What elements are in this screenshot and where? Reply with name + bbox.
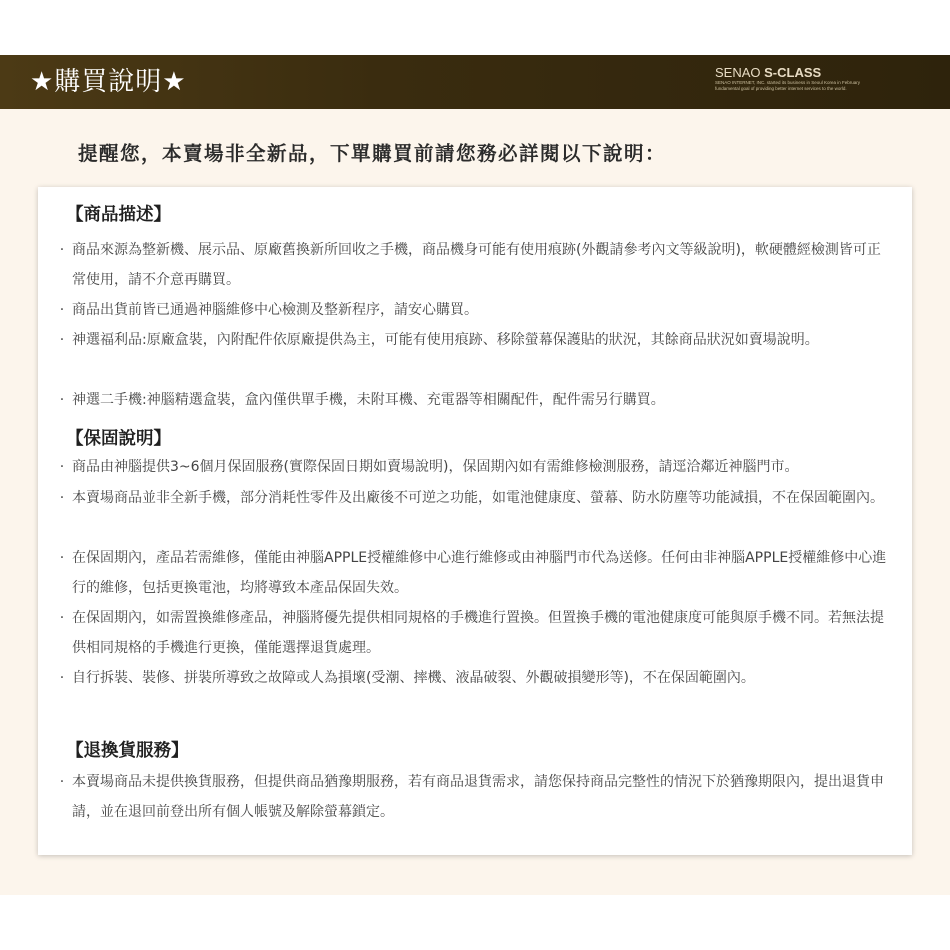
brand-bold: S-CLASS [764, 65, 822, 80]
bullet-mark: · [59, 610, 65, 626]
list-item: · 在保固期內，如需置換維修產品，神腦將優先提供相同規格的手機進行置換。但置換手機的電池健康度可能與原手機不同。若無法提供相同規格的手機進行更換，僅能選擇退貨處理。 [56, 603, 892, 663]
bullet-mark: · [59, 242, 65, 258]
info-card [38, 187, 912, 855]
bullet-mark: · [59, 459, 65, 475]
bullet-mark: · [59, 332, 65, 348]
list-item: · 商品由神腦提供3~6個月保固服務(實際保固日期如賣場說明)，保固期內如有需維修檢測服務，請逕洽鄰近神腦門市。 [56, 452, 892, 482]
brand-tagline [715, 80, 940, 91]
section-title-returns: 【退換貨服務】 [66, 741, 189, 761]
content-area [0, 109, 950, 895]
list-item: · 本賣場商品未提供換貨服務，但提供商品猶豫期服務，若有商品退貨需求，請您保持商品完整性的情況下於猶豫期限內，提出退貨申請，並在退回前登出所有個人帳號及解除螢幕鎖定。 [56, 767, 892, 827]
list-item: · 神選二手機:神腦精選盒裝，盒內僅供單手機，未附耳機、充電器等相關配件，配件需另行購買。 [56, 385, 892, 415]
brand-logo [715, 65, 940, 91]
list-item: · 在保固期內，產品若需維修，僅能由神腦APPLE授權維修中心進行維修或由神腦門市代為送修。任何由非神腦APPLE授權維修中心進行的維修，包括更換電池，均將導致本產品保固失效。 [56, 543, 892, 603]
bullet-mark: · [59, 670, 65, 686]
section-title-warranty: 【保固說明】 [66, 429, 171, 449]
section-title-description: 【商品描述】 [66, 205, 171, 225]
brand-prefix: SENAO [715, 65, 765, 80]
bullet-mark: · [59, 302, 65, 318]
brand-name [715, 65, 940, 80]
brand-tagline-line1: SENAO INTERNET, INC. started its business in Seoul Korea in February [715, 80, 861, 85]
list-item: · 商品來源為整新機、展示品、原廠舊換新所回收之手機，商品機身可能有使用痕跡(外觀請參考內文等級說明)，軟硬體經檢測皆可正常使用，請不介意再購買。 [56, 235, 892, 295]
header-band [0, 55, 950, 109]
list-item: · 商品出貨前皆已通過神腦維修中心檢測及整新程序，請安心購買。 [56, 295, 892, 325]
bullet-mark: · [59, 392, 65, 408]
list-item: · 自行拆裝、裝修、拼裝所導致之故障或人為損壞(受潮、摔機、液晶破裂、外觀破損變形等)，不在保固範圍內。 [56, 663, 892, 693]
notice-text: 提醒您，本賣場非全新品，下單購買前請您務必詳閱以下說明： [78, 142, 667, 165]
bullet-mark: · [59, 550, 65, 566]
bullet-mark: · [59, 490, 65, 506]
list-item: · 本賣場商品並非全新手機，部分消耗性零件及出廠後不可逆之功能，如電池健康度、螢幕、防水防塵等功能減損，不在保固範圍內。 [56, 483, 892, 513]
list-item: · 神選福利品:原廠盒裝，內附配件依原廠提供為主，可能有使用痕跡、移除螢幕保護貼的狀況，其餘商品狀況如賣場說明。 [56, 325, 892, 355]
page-title: ★購買說明★ [30, 67, 187, 97]
brand-tagline-line2: fundamental goal of providing better internet services to the world. [715, 85, 847, 91]
bullet-mark: · [59, 774, 65, 790]
